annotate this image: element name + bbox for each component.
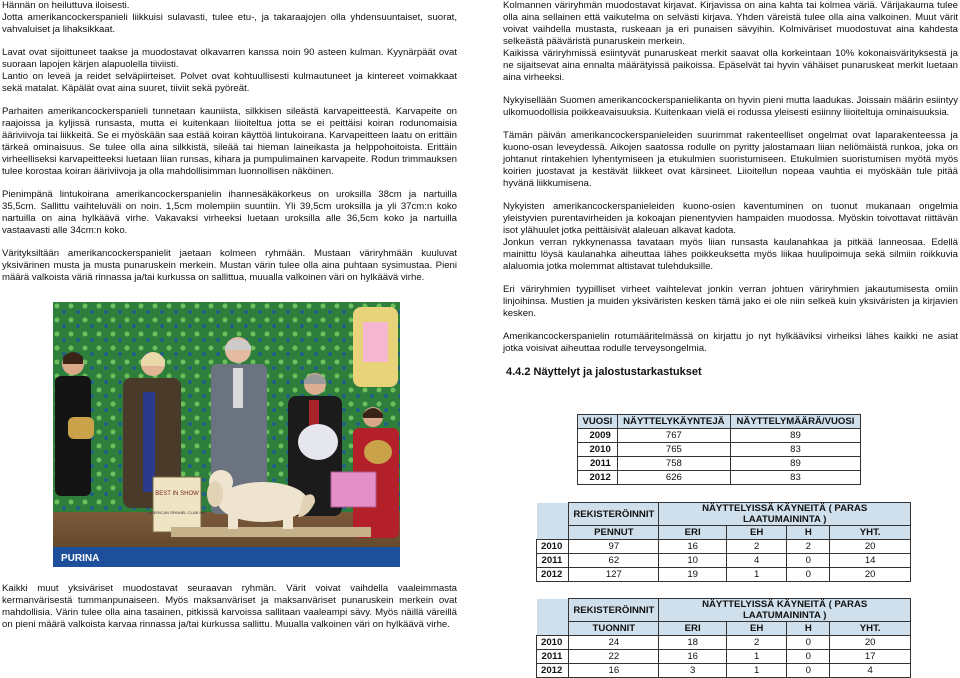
paragraph: Amerikancockerspanielin rotumääritelmässä on kirjattu jo nyt hylkääviksi virheiksi lähes kaikki ne asiat jotka voisivat aiheuttaa rodulle terveysongelmia. [503,331,958,354]
table-cell: 1 [726,568,786,582]
year-cell: 2012 [578,471,618,485]
column-header: NÄYTTELYKÄYNTEJÄ [617,415,730,429]
table-cell: 0 [787,664,830,678]
table-row [537,568,911,582]
year-cell: 2011 [537,650,569,664]
column-header: ERI [659,526,727,540]
table-cell: 626 [617,471,730,485]
paragraph: Lavat ovat sijoittuneet taakse ja muodostavat olkavarren kanssa noin 90 asteen kulman. Kyynärpäät ovat suoraan lapojen kärjen alapuolella tiiviisti. [2,47,457,70]
column-header: REKISTERÖINNIT [569,599,659,622]
imports-registration-table [536,598,911,678]
table-row [537,650,911,664]
table-cell: 24 [569,636,659,650]
paragraph: Kaikki muut yksiväriset muodostavat seuraavan ryhmän. Värit voivat vaihdella vaaleimmasta kermanvärisestä tummanpunaiseen. Myös maksanväriset ja maksanväriset punaruskein merkein ovat mahdollisia. Värin tulee olla aina tasainen, pitkissä karvoissa sallitaan vaaleampi sävy. Myös näillä väreillä on pieni määrä valkoista karvaa rinnassa ja/tai kurkussa sallittu. Muualla valkoinen väri on hylkäävä virhe. [2,583,457,630]
column-header: NÄYTTELYISSÄ KÄYNEITÄ ( PARAS LAATUMAININTA ) [659,599,911,622]
dog-show-photo-illustration [53,302,400,567]
table-cell: 0 [787,554,830,568]
table-cell: 4 [830,664,911,678]
paragraph: Hännän on heiluttuva iloisesti. [2,0,130,11]
table-cell: 0 [787,636,830,650]
table-cell: 89 [730,429,860,443]
table-cell: 16 [659,540,727,554]
table-cell: 2 [726,540,786,554]
year-cell: 2010 [537,540,569,554]
club-sign-text: AMERICAN SPANIEL CLUB INC [147,510,207,515]
table-cell: 0 [787,650,830,664]
year-cell: 2011 [578,457,618,471]
table-cell: 22 [569,650,659,664]
table-cell: 16 [569,664,659,678]
table-cell: 0 [787,568,830,582]
table-row [537,540,911,554]
paragraph: Nykyisten amerikancockerspanieleiden kuono-osien kaventuminen on tuonut mukanaan ongelmia yleistyvien purentavirheiden ja kokoajan pienentyvien hampaiden muodossa. Myöskin toivottavat riittävän isot ylähuulet jotka peittäisivät alaleuan alkavat kadota. [503,201,958,236]
year-cell: 2010 [578,443,618,457]
table-cell: 2 [787,540,830,554]
table-cell: 20 [830,568,911,582]
section-title: 4.4.2 Näyttelyt ja jalostustarkastukset [506,366,702,378]
column-header: EH [726,622,786,636]
table-row [578,429,861,443]
puppies-registration-table [536,502,911,582]
table-cell: 3 [659,664,727,678]
column-header: H [787,622,830,636]
column-header: EH [726,526,786,540]
column-header: NÄYTTELYMÄÄRÄ/VUOSI [730,415,860,429]
table-cell: 10 [659,554,727,568]
column-header: YHT. [830,622,911,636]
paragraph: Tämän päivän amerikancockerspanieleiden suurimmat rakenteelliset ongelmat ovat laparakenteessa ja kuono-osan leveydessä. Aikojen saatossa rodulle on pyritty jalostamaan liian neliömäistä runkoa, joka on johtanut rintakehien lyhentymiseen ja etukulmien suoristumiseen. Etukulmien suoristumisen myötä myös koirien juostavat ja kestävät liikkeet ovat kärsineet. Liioitellun nopeaa vauhtia ei myöskään tule pitää hyvänä liikkumisena. [503,130,958,189]
column-header: YHT. [830,526,911,540]
table-cell: 758 [617,457,730,471]
paragraph: Jotta amerikancockerspanieli liikkuisi sulavasti, tulee etu-, ja takaraajojen olla yhdensuuntaiset, suorat, vahvaluiset ja lihaksikkaat. [2,12,457,35]
paragraph: Kaikissa väriryhmissä esiintyvät punaruskeat merkit saavat olla korkeintaan 10% kokonaisvärityksestä ja ne sijaitsevat aina ennalta määrätyissä paikoissa. Epäselvät tai hyvin vähäiset punaruskeat merkit luetaan aina virheeksi. [503,48,958,83]
table-cell: 83 [730,443,860,457]
left-bottom-text [2,583,457,642]
table-cell: 14 [830,554,911,568]
year-cell: 2012 [537,568,569,582]
table-cell: 1 [726,650,786,664]
left-column [2,0,457,295]
paragraph: Pienimpänä lintukoirana amerikancockerspanielin ihannesäkäkorkeus on uroksilla 38cm ja nartuilla 35,5cm. Sallittu vaihteluväli on noin. 1,5cm molempiin suuntiin. Yli 39,5cm uroksilla ja yli 37cm:n koko nartuilla on aina hylkäävä virhe. Vakavaksi virheeksi luetaan uroksilla alle 36,5cm koko ja nartuilla vastaavasti alle 34cm:n koko. [2,189,457,236]
table-cell: 767 [617,429,730,443]
year-cell: 2011 [537,554,569,568]
paragraph: Lantio on leveä ja reidet selväpiirteiset. Polvet ovat kohtuullisesti kulmautuneet ja kintereet voimakkaat sekä matalat. Käpälät ovat aina suuret, tiiviit sekä pyöreät. [2,71,457,94]
table-cell: 18 [659,636,727,650]
table-cell: 19 [659,568,727,582]
table-row [537,554,911,568]
table-cell: 16 [659,650,727,664]
table-row [578,443,861,457]
table-cell: 83 [730,471,860,485]
column-header: TUONNIT [569,622,659,636]
paragraph: Eri väriryhmien tyypilliset virheet vaihtelevat jonkin verran johtuen väriryhmien jakautumisesta omiin linjoihinsa. Mustien ja muiden yksiväristen kesken tämä jako ei ole niin selkeä kuin yksiväristen ja kirjavien kesken. [503,284,958,319]
table-row [537,664,911,678]
paragraph: Värityksiltään amerikancockerspanielit jaetaan kolmeen ryhmään. Mustaan väriryhmään kuuluvat yksivärinen musta ja musta punaruskein merkein. Mustan värin tulee olla aina puhtaan sysimustaa. Pieni määrä valkoista väriä rinnassa ja/tai kurkussa on sallittua, muualla valkoinen väri on hylkäävä virhe. [2,248,457,283]
table-cell: 4 [726,554,786,568]
table-cell: 62 [569,554,659,568]
table-cell: 20 [830,540,911,554]
table-cell: 89 [730,457,860,471]
paragraph: Parhaiten amerikancockerspanieli tunnetaan kauniista, silkkisen sileästä karvapeitteestä. Karvapeite on raajoissa ja kyljissä runsasta, mutta ei kuitenkaan liioiteltua jotta se ei peittäisi koiran rodunomaisia ääriviivoja tai liikkeitä. Se ei myöskään saa estää koiran käyttöä lintukoirana. Karvapeitteen laatu on erittäin tärkeä ominaisuus. Se tulee olla aina silkkistä, sileää tai hieman laineikasta ja helppohoitoista. Erittäin virheelliseksi karvapeitteeksi luetaan liian runsas, kihara ja pumpulimainen karvapeite. Rodun trimmauksen tulee korostaa koiran ääriviivoja ja olla mahdollisimman luonnollisen näköinen. [2,106,457,177]
table-cell: 20 [830,636,911,650]
year-cell: 2010 [537,636,569,650]
column-header: REKISTERÖINNIT [569,503,659,526]
column-header: H [787,526,830,540]
column-header: NÄYTTELYISSÄ KÄYNEITÄ ( PARAS LAATUMAININTA ) [659,503,911,526]
paragraph: Nykyisellään Suomen amerikancockerspanielikanta on hyvin pieni mutta laadukas. Joissain määrin esiintyy ulkomuodollisia poikkeavaisuuksia. Kuitenkaan vielä ei rodussa yleisesti esiinny liioiteltuja ominaisuuksia. [503,95,958,118]
right-column [503,0,958,387]
year-cell: 2012 [537,664,569,678]
column-header: ERI [659,622,727,636]
table-cell: 17 [830,650,911,664]
table-cell: 127 [569,568,659,582]
table-row [578,457,861,471]
column-header: VUOSI [578,415,618,429]
table-cell: 2 [726,636,786,650]
table-row [578,471,861,485]
table-cell: 765 [617,443,730,457]
paragraph: Jonkun verran rykkynenassa tavataan myös liian runsasta kaulanahkaa ja pitkää lanneosaa. Edellä mainittu löysä kaulanahka aiheuttaa lähes poikkeuksetta myös liikaa huulipoimuja sekä silmiin roikkuvia alaluomia jotka molemmat altistavat tulehduksille. [503,237,958,272]
column-header: PENNUT [569,526,659,540]
show-visits-table [577,414,861,485]
paragraph: Kolmannen väriryhmän muodostavat kirjavat. Kirjavissa on aina kahta tai kolmea väriä. Värijakauma tulee olla aina sellainen että vaikutelma on selvästi kirjava. Yhden väreistä tulee olla aina valkoinen. Muut värit voivat vaihdella mustasta, ruskeaan ja eri punaisen sävyihin. Kolmiväriset muodostuvat aina kahdesta selkeästä pääväristä punaruskein merkein. [503,0,958,47]
table-cell: 1 [726,664,786,678]
table-row [537,636,911,650]
table-cell: 97 [569,540,659,554]
purina-banner-text: PURINA [61,553,100,564]
show-sign-text: BEST IN SHOW [155,491,199,497]
dog-show-photo [53,302,400,567]
year-cell: 2009 [578,429,618,443]
